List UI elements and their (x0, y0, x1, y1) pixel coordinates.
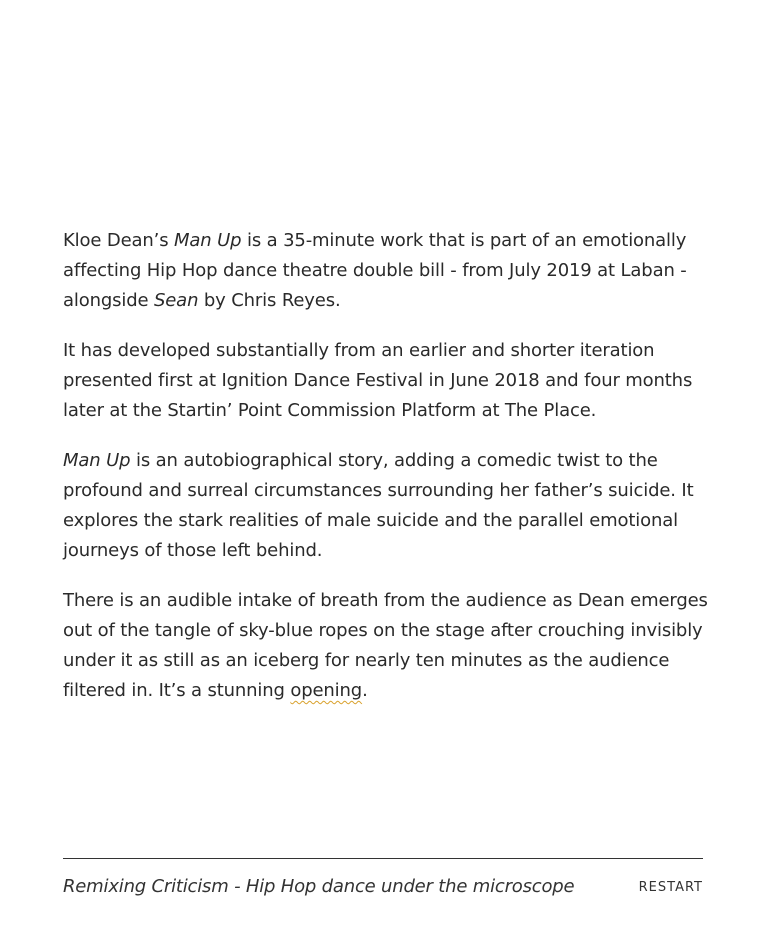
paragraph-3 (63, 446, 713, 566)
p1-title-man-up: Man Up (174, 230, 242, 251)
p4-text-c: . (362, 680, 368, 701)
p1-text-a: Kloe Dean’s (63, 230, 175, 251)
p1-title-sean: Sean (153, 290, 199, 311)
paragraph-2: It has developed substantially from an earlier and shorter iteration presented first at Ignition Dance Festival in June 2018 and four months later at the Startin’ Point Commission Platform at The Place. (63, 340, 693, 421)
paragraph-4 (63, 586, 713, 706)
p1-text-c: is a 35-minute work that is part of an emotionally affecting Hip Hop dance theatre double bill - from July 2019 at Laban - alongside (63, 230, 687, 311)
footer-bar (63, 858, 703, 897)
p4-text-a: There is an audible intake of breath from the audience as Dean emerges out of the tangle of sky-blue ropes on the stage after crouching invisibly under it as still as an iceberg for nearly ten minutes as the audience filtered in. It’s a stunning (63, 590, 708, 701)
p1-text-e: by Chris Reyes. (198, 290, 341, 311)
paragraph-1 (63, 226, 713, 316)
article-body (63, 226, 713, 726)
footer-title: Remixing Criticism - Hip Hop dance under the microscope (63, 876, 575, 897)
p4-spellcheck-word[interactable]: opening (290, 680, 363, 701)
p3-title-man-up: Man Up (63, 450, 131, 471)
restart-button[interactable]: RESTART (638, 880, 703, 895)
p3-text-b: is an autobiographical story, adding a comedic twist to the profound and surreal circumstances surrounding her father’s suicide. It explores the stark realities of male suicide and the parallel emotional journeys of those left behind. (63, 450, 694, 561)
